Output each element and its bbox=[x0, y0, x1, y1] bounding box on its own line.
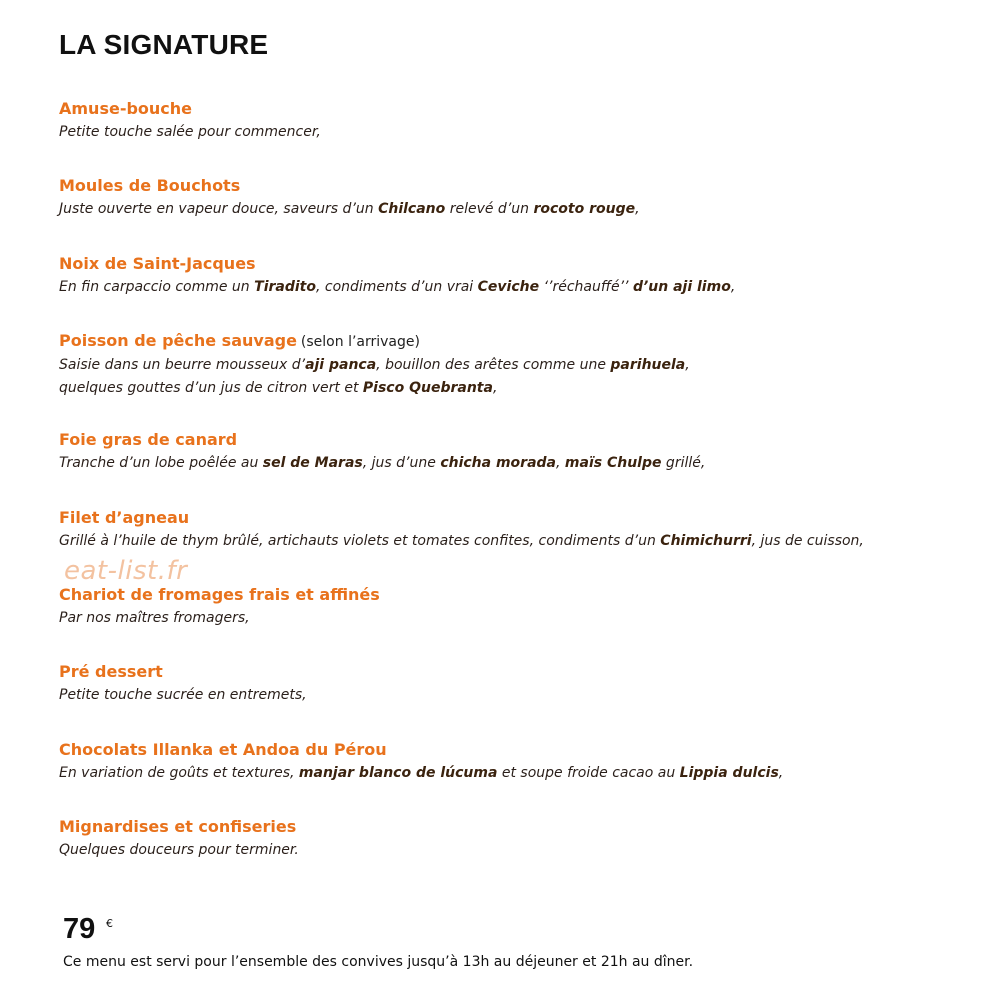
description-text: Petite touche salée pour commencer, bbox=[59, 124, 321, 140]
course-description bbox=[59, 198, 969, 221]
description-text: , bbox=[492, 379, 498, 396]
ingredient-highlight: d’un aji limo bbox=[632, 278, 731, 295]
course-name-text: Filet d’agneau bbox=[59, 507, 190, 527]
course-name-text: Amuse-bouche bbox=[59, 99, 193, 118]
course-item bbox=[59, 252, 969, 329]
course-item bbox=[59, 738, 969, 815]
course-item bbox=[59, 815, 969, 892]
ingredient-highlight: aji panca bbox=[305, 356, 377, 373]
ingredient-highlight: Lippia dulcis bbox=[679, 764, 779, 781]
course-name bbox=[59, 738, 969, 762]
service-note: Ce menu est servi pour l’ensemble des convives jusqu’à 13h au déjeuner et 21h au dîner. bbox=[63, 954, 694, 970]
menu-price: 79 bbox=[63, 913, 96, 945]
course-item bbox=[59, 506, 969, 583]
description-text: Petite touche sucrée en entremets, bbox=[59, 687, 307, 704]
description-text: et soupe froide cacao au bbox=[497, 764, 680, 781]
description-text: , bouillon des arêtes comme une bbox=[376, 356, 611, 373]
ingredient-highlight: chicha morada bbox=[440, 455, 556, 472]
description-text: Tranche d’un lobe poêlée au bbox=[59, 455, 263, 472]
description-text: grillé, bbox=[661, 455, 706, 472]
course-description bbox=[59, 530, 969, 553]
course-description bbox=[59, 276, 969, 299]
course-name-text: Mignardises et confiseries bbox=[59, 816, 297, 836]
course-item bbox=[59, 329, 969, 429]
course-name bbox=[59, 329, 969, 354]
description-text: Juste ouverte en vapeur douce, saveurs d’un bbox=[59, 201, 379, 218]
description-text: Par nos maîtres fromagers, bbox=[59, 609, 250, 626]
course-item bbox=[59, 97, 969, 174]
ingredient-highlight: rocoto rouge bbox=[533, 201, 636, 218]
course-name bbox=[59, 660, 969, 684]
description-text: , condiments d’un vrai bbox=[315, 278, 478, 295]
course-name-text: Noix de Saint-Jacques bbox=[59, 253, 256, 273]
ingredient-highlight: Ceviche bbox=[477, 278, 540, 295]
course-description bbox=[59, 377, 969, 400]
ingredient-highlight: Tiradito bbox=[254, 278, 316, 295]
description-text: quelques gouttes d’un jus de citron vert et bbox=[59, 379, 363, 396]
course-description bbox=[59, 839, 969, 862]
course-name-text: Poisson de pêche sauvage bbox=[59, 330, 297, 350]
course-description bbox=[59, 684, 969, 707]
ingredient-highlight: manjar blanco de lúcuma bbox=[298, 764, 498, 781]
course-name-text: Chariot de fromages frais et affinés bbox=[59, 584, 380, 604]
course-name bbox=[59, 97, 969, 121]
course-description bbox=[59, 762, 969, 785]
course-item bbox=[59, 174, 969, 251]
course-item bbox=[59, 583, 969, 660]
description-text: , jus d’une bbox=[362, 455, 441, 472]
description-text: Saisie dans un beurre mousseux d’ bbox=[59, 356, 306, 373]
description-text: Quelques douceurs pour terminer. bbox=[59, 841, 299, 858]
course-item bbox=[59, 660, 969, 737]
description-text: , bbox=[635, 201, 640, 218]
course-list bbox=[59, 97, 969, 892]
page-title: LA SIGNATURE bbox=[59, 29, 269, 60]
description-text: relevé d’un bbox=[445, 201, 534, 218]
description-text: En variation de goûts et textures, bbox=[59, 764, 299, 781]
description-text: , bbox=[730, 278, 736, 295]
description-text: En fin carpaccio comme un bbox=[59, 278, 255, 295]
course-name bbox=[59, 428, 969, 452]
course-name bbox=[59, 506, 969, 530]
ingredient-highlight: parihuela bbox=[610, 356, 686, 373]
course-note: (selon l’arrivage) bbox=[300, 333, 420, 350]
course-description bbox=[59, 354, 969, 377]
ingredient-highlight: sel de Maras bbox=[262, 455, 363, 472]
course-name bbox=[59, 815, 969, 839]
course-name bbox=[59, 252, 969, 276]
ingredient-highlight: Chilcano bbox=[378, 201, 446, 218]
course-name bbox=[59, 583, 969, 607]
course-name-text: Moules de Bouchots bbox=[59, 176, 241, 196]
ingredient-highlight: maïs Chulpe bbox=[564, 455, 662, 472]
course-name-text: Chocolats Illanka et Andoa du Pérou bbox=[59, 739, 387, 759]
course-item bbox=[59, 428, 969, 505]
course-name bbox=[59, 174, 969, 198]
description-text: , bbox=[778, 764, 784, 781]
description-text: Grillé à l’huile de thym brûlé, artichauts violets et tomates confites, condiments d’un bbox=[59, 532, 661, 549]
ingredient-highlight: Chimichurri bbox=[660, 532, 752, 549]
price-currency: € bbox=[106, 917, 113, 930]
watermark: eat-list.fr bbox=[64, 556, 188, 586]
description-text: , jus de cuisson, bbox=[751, 532, 864, 549]
course-description bbox=[59, 607, 969, 630]
description-text: ‘’réchauffé’’ bbox=[539, 278, 633, 295]
ingredient-highlight: Pisco Quebranta bbox=[362, 379, 493, 396]
course-description bbox=[59, 121, 969, 144]
course-name-text: Pré dessert bbox=[59, 662, 163, 682]
description-text: , bbox=[685, 356, 690, 373]
course-description bbox=[59, 452, 969, 475]
description-text: , bbox=[556, 455, 565, 472]
course-name-text: Foie gras de canard bbox=[59, 430, 238, 450]
